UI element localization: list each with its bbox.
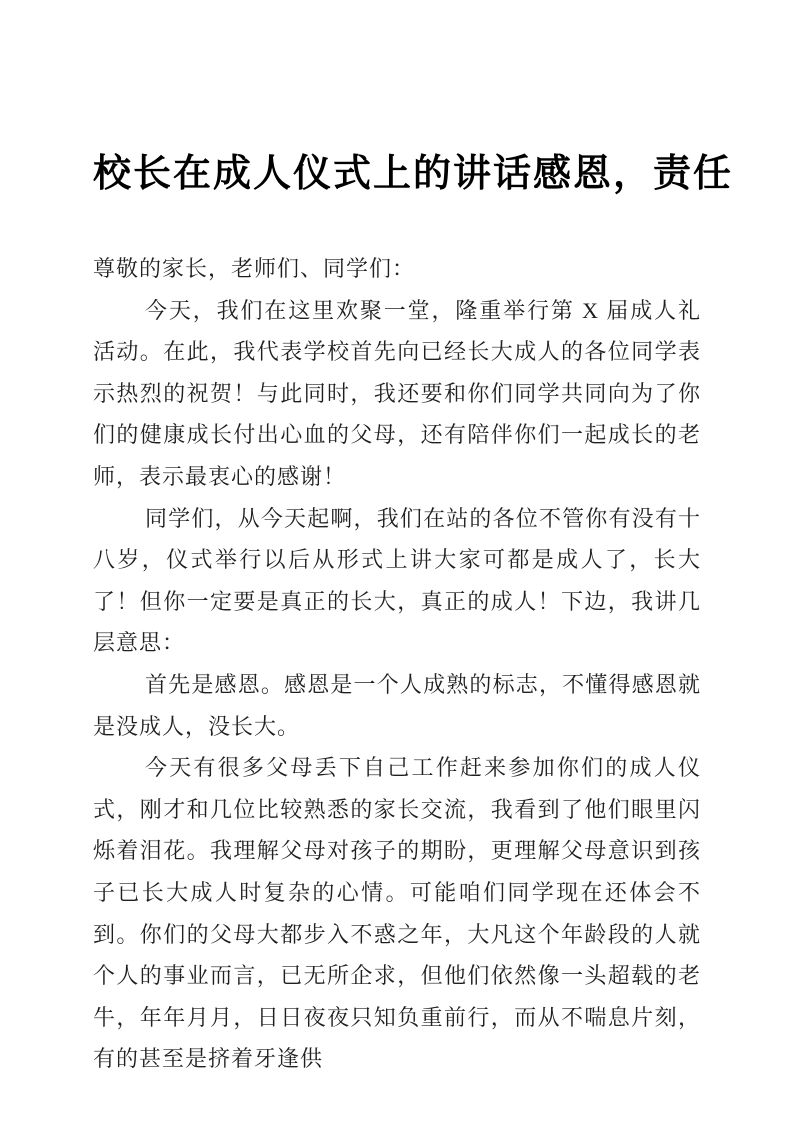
body-paragraph: 首先是感恩。感恩是一个人成熟的标志，不懂得感恩就是没成人，没长大。: [93, 671, 701, 739]
document-body: [93, 248, 701, 1080]
salutation-line: 尊敬的家长，老师们、同学们：: [93, 256, 416, 281]
body-paragraph: 同学们，从今天起啊，我们在站的各位不管你有没有十八岁，仪式举行以后从形式上讲大家可都是成人了，长大了！但你一定要是真正的长大，真正的成人！下边，我讲几层意思：: [93, 505, 701, 656]
body-paragraph: 今天有很多父母丢下自己工作赶来参加你们的成人仪式，刚才和几位比较熟悉的家长交流，我看到了他们眼里闪烁着泪花。我理解父母对孩子的期盼，更理解父母意识到孩子已长大成人时复杂的心情。可能咱们同学现在还体会不到。你们的父母大都步入不惑之年，大凡这个年龄段的人就个人的事业而言，已无所企求，但他们依然像一头超载的老牛，年年月月，日日夜夜只知负重前行，而从不喘息片刻，有的甚至是挤着牙逢供: [93, 755, 701, 1072]
paragraph-list: [93, 290, 701, 1080]
body-paragraph: 今天，我们在这里欢聚一堂，隆重举行第 X 届成人礼活动。在此，我代表学校首先向已经长大成人的各位同学表示热烈的祝贺！与此同时，我还要和你们同学共同向为了你们的健康成长付出心血的父母，还有陪伴你们一起成长的老师，表示最衷心的感谢！: [93, 297, 701, 489]
document-title: 校长在成人仪式上的讲话感恩，责任: [93, 153, 734, 195]
